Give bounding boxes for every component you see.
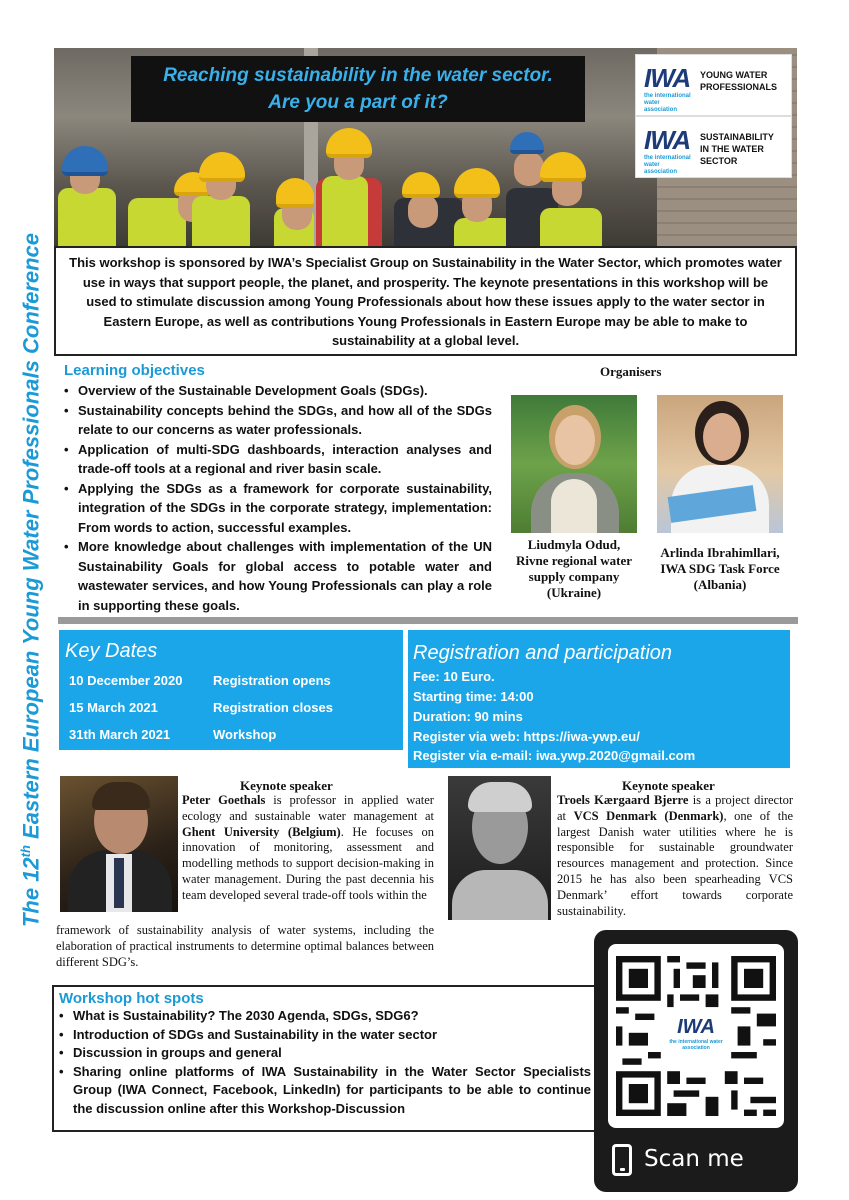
conference-title-vertical: The 12th Eastern European Young Water Professionals Conference [18,232,44,928]
hot-spots-list [59,1007,591,1118]
keynote-bio-2: Troels Kærgaard Bjerre is a project director at VCS Denmark (Denmark), one of the largest Danish water utilities where he is responsible for sustainable groundwater resources management and protection. Since 2015 he has also been spearheading VCS Denmark’ effort towards corporate sustainability. [557,793,793,918]
keynote-heading-2: Keynote speaker [622,778,715,793]
organiser-photo-1 [511,395,637,533]
organiser-caption-1: Liudmyla Odud, Rivne regional water supply company (Ukraine) [515,537,633,600]
registration-panel [408,630,790,768]
objective-item: • Sustainability concepts behind the SDGs, and how all of the SDGs relate to our concerns as water professionals. [64,401,492,440]
register-web-link[interactable]: Register via web: https://iwa-ywp.eu/ [413,729,640,744]
hot-spot-item: • Introduction of SDGs and Sustainability in the water sector [59,1026,591,1045]
hot-spot-item: • What is Sustainability? The 2030 Agenda, SDGs, SDG6? [59,1007,591,1026]
learning-objectives-list [64,381,492,615]
objective-item: • Overview of the Sustainable Development Goals (SDGs). [64,381,492,401]
iwa-ywp-logo: IWA the international water association YOUNG WATER PROFESSIONALS [635,54,792,116]
hot-spot-item: • Discussion in groups and general [59,1044,591,1063]
key-date-row: 31th March 2021 Workshop [69,727,277,742]
objective-item: • Applying the SDGs as a framework for corporate sustainability, integration of the SDGs in the corporate strategy, implementation: From words to action, successful examples. [64,479,492,538]
keynote-bio-1-cont: framework of sustainability analysis of water systems, including the elaboration of practical instruments to determine optimal balances between different SDG’s. [56,923,434,969]
objective-item: • Application of multi-SDG dashboards, interaction analyses and trade-off tools at a regional and river basin scale. [64,440,492,479]
learning-objectives-title: Learning objectives [64,362,205,379]
iwa-center-logo: IWA the international water association [669,1016,723,1051]
phone-icon [612,1144,632,1176]
hot-spots-title: Workshop hot spots [59,990,204,1007]
start-time-text: Starting time: 14:00 [413,689,534,704]
section-divider [58,617,798,624]
objective-item: • More knowledge about challenges with implementation of the UN Sustainability Goals for global access to potable water and wastewater services, and how Young Professionals can play a role in supporting these goals. [64,537,492,615]
organiser-caption-2: Arlinda Ibrahimllari, IWA SDG Task Force (Albania) [660,545,780,592]
fee-text: Fee: 10 Euro. [413,669,495,684]
workshop-hot-spots-box [52,985,598,1132]
qr-code[interactable] [608,944,784,1128]
organiser-photo-2 [657,395,783,533]
headline-line-1: Reaching sustainability in the water sector. [163,65,553,86]
iwa-sustainability-logo: IWA the international water association SUSTAINABILITY IN THE WATER SECTOR [635,116,792,178]
key-dates-panel [59,630,403,750]
organisers-title: Organisers [600,364,662,379]
register-email-link[interactable]: Register via e-mail: iwa.ywp.2020@gmail.com [413,748,696,763]
keynote-bio-1: Peter Goethals is professor in applied water ecology and sustainable water management at Ghent University (Belgium). He focuses on innovation of monitoring, assessment and modelling methods to support decision-making in water management. During the past decennia his team developed several trade-off tools within the [182,793,434,902]
hot-spot-item: • Sharing online platforms of IWA Sustainability in the Water Sector Specialists Group (IWA Connect, Facebook, LinkedIn) for participants to be able to continue the discussion online after this Workshop-Discussion [59,1063,591,1119]
key-dates-title: Key Dates [65,640,158,662]
headline-line-2: Are you a part of it? [268,92,448,113]
qr-code-card[interactable] [594,930,798,1192]
registration-title: Registration and participation [413,642,673,664]
scan-me-label: Scan me [644,1146,744,1172]
duration-text: Duration: 90 mins [413,709,523,724]
headline-banner [131,56,585,122]
keynote-photo-1 [60,776,178,912]
key-date-row: 15 March 2021 Registration closes [69,700,333,715]
keynote-heading-1: Keynote speaker [240,778,333,793]
keynote-photo-2 [448,776,551,920]
key-date-row: 10 December 2020 Registration opens [69,673,331,688]
intro-text: This workshop is sponsored by IWA’s Specialist Group on Sustainability in the Water Sector, which promotes water use in ways that support people, the planet, and prosperity. The keynote presentations in this workshop will be used to stimulate discussion among Young Professionals about how these issues apply to the water sector in Eastern Europe, as well as contributions Young Professionals in Eastern Europe may be able to make to sustainability at a global level. [54,246,797,356]
